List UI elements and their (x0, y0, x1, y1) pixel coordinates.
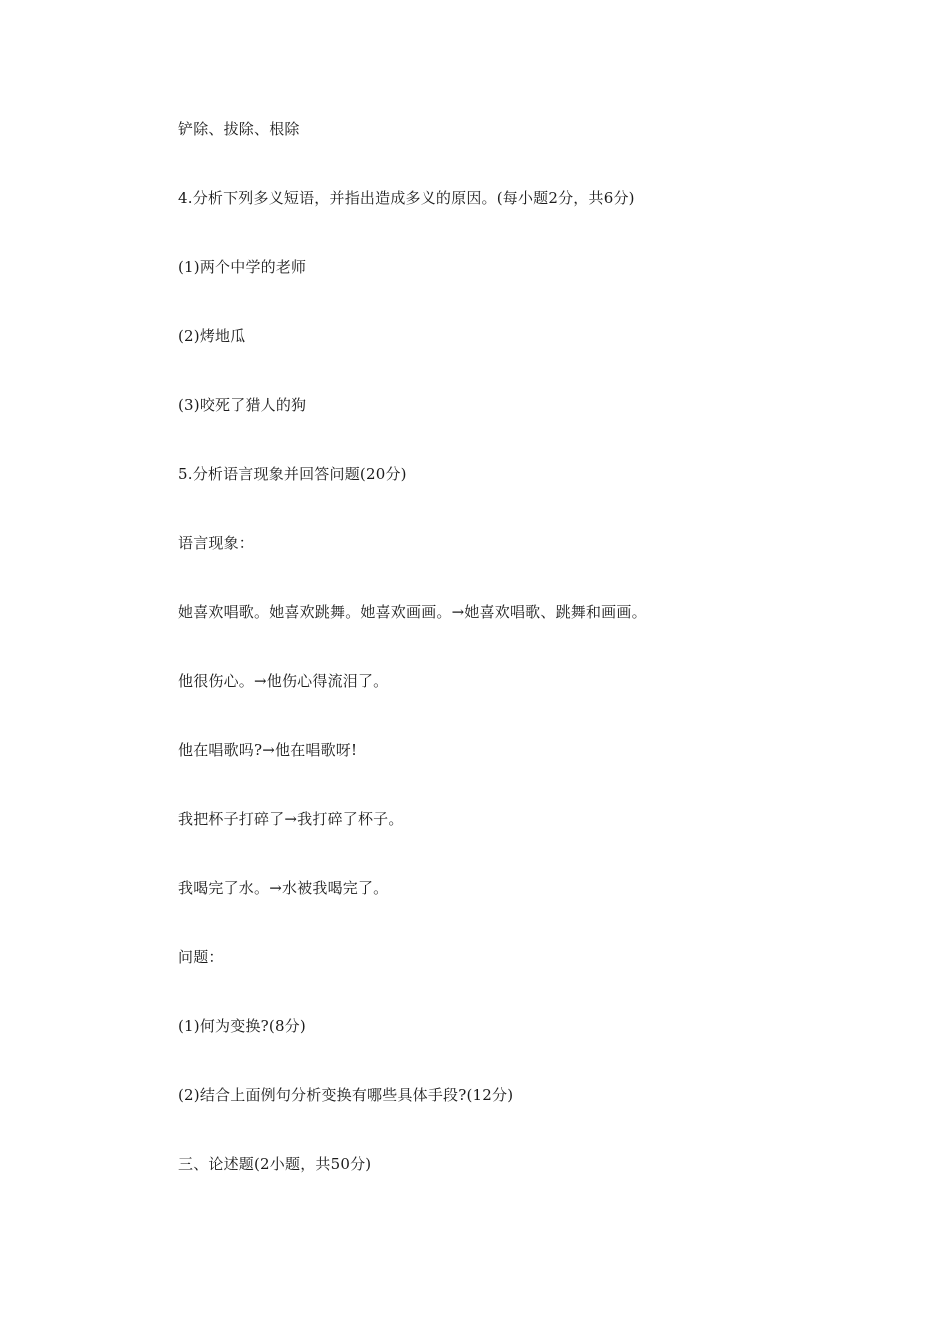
question-4-item-2: (2)烤地瓜 (178, 327, 246, 345)
example-sentence-1: 她喜欢唱歌。她喜欢跳舞。她喜欢画画。→她喜欢唱歌、跳舞和画画。 (178, 603, 647, 621)
question-5-part-1: (1)何为变换?(8分) (178, 1017, 306, 1035)
language-phenomena-label: 语言现象： (178, 534, 255, 552)
question-4-item-3: (3)咬死了猎人的狗 (178, 396, 307, 414)
question-5-part-2: (2)结合上面例句分析变换有哪些具体手段?(12分) (178, 1086, 514, 1104)
question-4-heading: 4.分析下列多义短语，并指出造成多义的原因。(每小题2分，共6分) (178, 189, 635, 207)
section-3-heading: 三、论述题(2小题，共50分) (178, 1155, 372, 1173)
example-sentence-2: 他很伤心。→他伤心得流泪了。 (178, 672, 389, 690)
example-sentence-3: 他在唱歌吗?→他在唱歌呀! (178, 741, 358, 759)
example-sentence-5: 我喝完了水。→水被我喝完了。 (178, 879, 389, 897)
question-5-heading: 5.分析语言现象并回答问题(20分) (178, 465, 407, 483)
questions-label: 问题： (178, 948, 224, 966)
example-sentence-4: 我把杯子打碎了→我打碎了杯子。 (178, 810, 404, 828)
question-4-item-1: (1)两个中学的老师 (178, 258, 307, 276)
text-line-synonyms: 铲除、拔除、根除 (178, 120, 300, 138)
